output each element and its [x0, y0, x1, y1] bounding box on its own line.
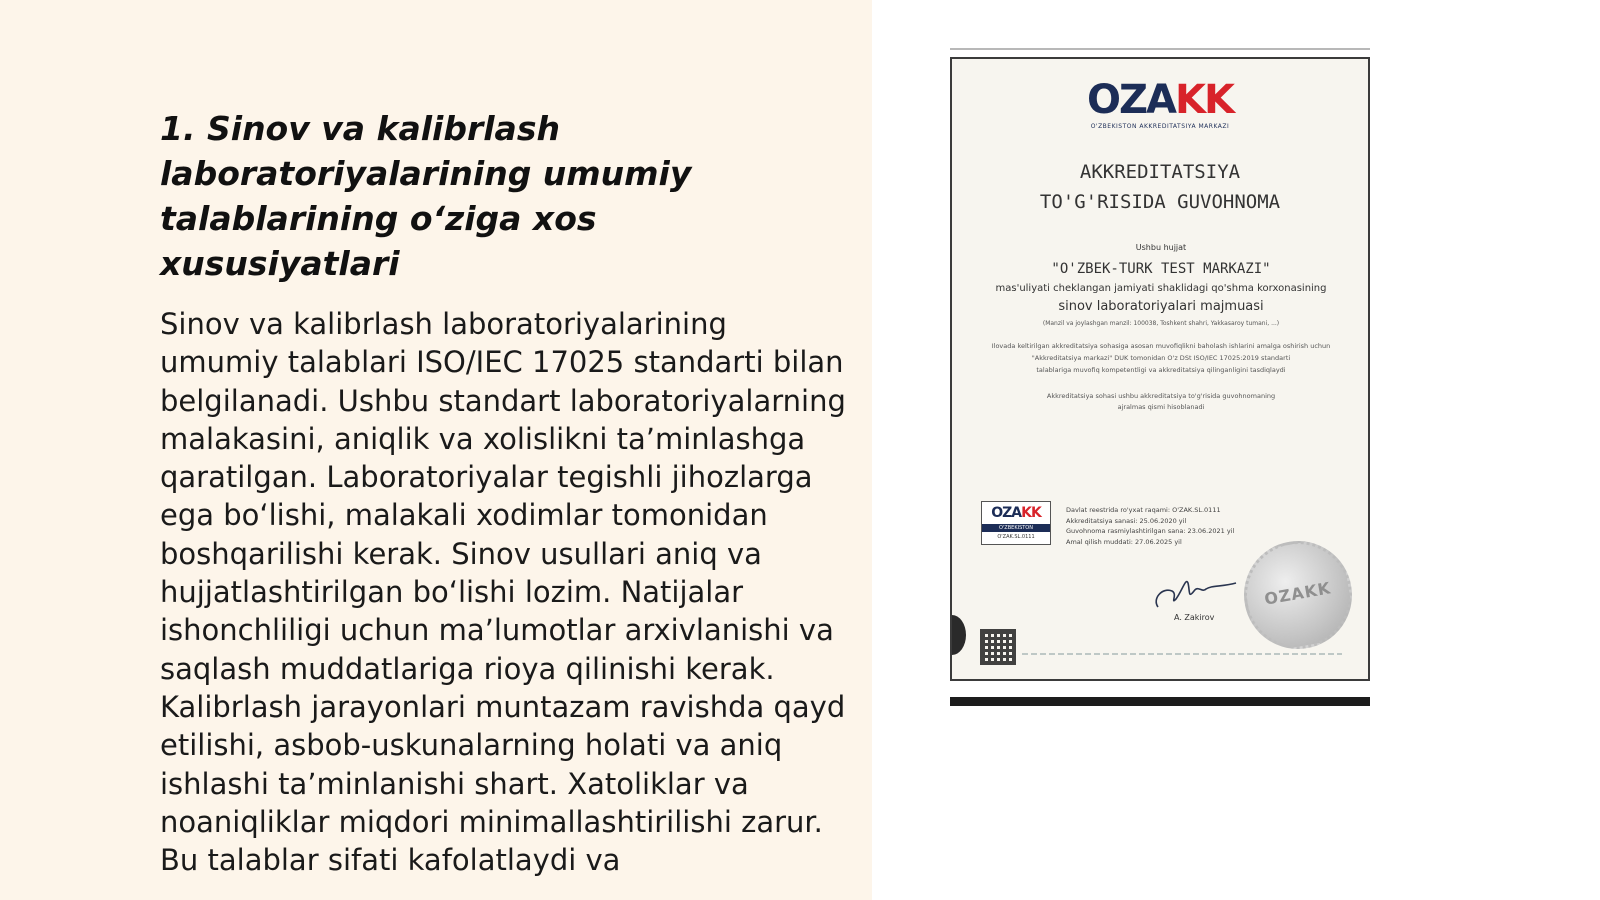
- slide-body-text: Sinov va kalibrlash laboratoriyalarining umumiy talablari ISO/IEC 17025 standarti bilan belgilanadi. Ushbu standart laboratoriyalarning malakasini, aniqlik va xolislikni ta’minlashga qaratilgan. Laboratoriyalar tegishli jihozlarga ega bo‘lishi, malakali xodimlar tomonidan boshqarilishi kerak. Sinov usullari aniq va hujjatlashtirilgan bo‘lishi lozim. Natijalar ishonchliligi uchun ma’lumotlar arxivlanishi va saqlash muddatlariga rioya qilinishi kerak. Kalibrlash jarayonlari muntazam ravishda qayd etilishi, asbob-uskunalarning holati va aniq ishlashi ta’minlanishi shart. Xatoliklar va noaniqliklar miqdori minimallashtirilishi zarur. Bu talablar sifati kafolatlaydi va: [160, 307, 846, 878]
- certificate-logo: [952, 79, 1368, 130]
- slide-heading: 1. Sinov va kalibrlash laboratoriyalarining umumiy talablarining o‘ziga xos xususiyatlari: [160, 109, 692, 283]
- signature-mark: [1152, 569, 1242, 613]
- ozakk-logo: OZAKK: [1087, 77, 1233, 123]
- certificate-top-line: [950, 48, 1370, 50]
- certificate-organization: "O'ZBEK-TURK TEST MARKAZI": [1051, 261, 1271, 277]
- logo-subtitle: O'ZBEKISTON AKKREDITATSIYA MARKAZI: [1090, 123, 1230, 130]
- signer-name: A. Zakirov: [1174, 613, 1215, 622]
- certificate-intro: Ushbu hujjat: [1135, 243, 1187, 252]
- certificate-description: mas'uliyati cheklangan jamiyati shaklidagi qo'shma korxonasining: [995, 283, 1327, 294]
- certificate-footer-line: [1022, 653, 1342, 655]
- qr-code-icon: [980, 629, 1016, 665]
- punch-hole: [950, 615, 966, 655]
- registration-info: Davlat reestrida ro'yxat raqami: O'ZAK.SL.0111 Akkreditatsiya sanasi: 25.06.2020 yil Guvohnoma rasmiylashtirilgan sana: 23.06.2021 yil Amal qilish muddati: 27.06.2025 yil: [1066, 506, 1235, 546]
- certificate-bottom-bar: [950, 697, 1370, 706]
- accreditation-certificate-image: [950, 57, 1370, 681]
- embossed-stamp: OZAKK: [1235, 532, 1360, 657]
- certificate-basis: Ilovada keltirilgan akkreditatsiya sohasiga asosan muvofiqlikni baholash ishlarini amalga oshirish uchun "Akkreditatsiya markazi" DUK tomonidan O'z DSt ISO/IEC 17025:2019 standarti talablariga muvofiq kompetentligi va akkreditatsiya qilinganligini tasdiqlaydi: [991, 342, 1331, 374]
- certificate-laboratory: sinov laboratoriyalari majmuasi: [1058, 299, 1264, 314]
- certificate-validity-note: Akkreditatsiya sohasi ushbu akkreditatsiya to'g'risida guvohnomaning ajralmas qismi hisoblanadi: [1046, 392, 1276, 411]
- certificate-address: (Manzil va joylashgan manzil: 100038, Toshkent shahri, Yakkasaroy tumani, ...): [1042, 320, 1280, 327]
- certificate-title: AKKREDITATSIYA TO'G'RISIDA GUVOHNOMA: [1039, 161, 1281, 213]
- small-accreditation-seal: OZAKK O'ZBEKISTON O'ZAK.SL.0111: [981, 501, 1051, 545]
